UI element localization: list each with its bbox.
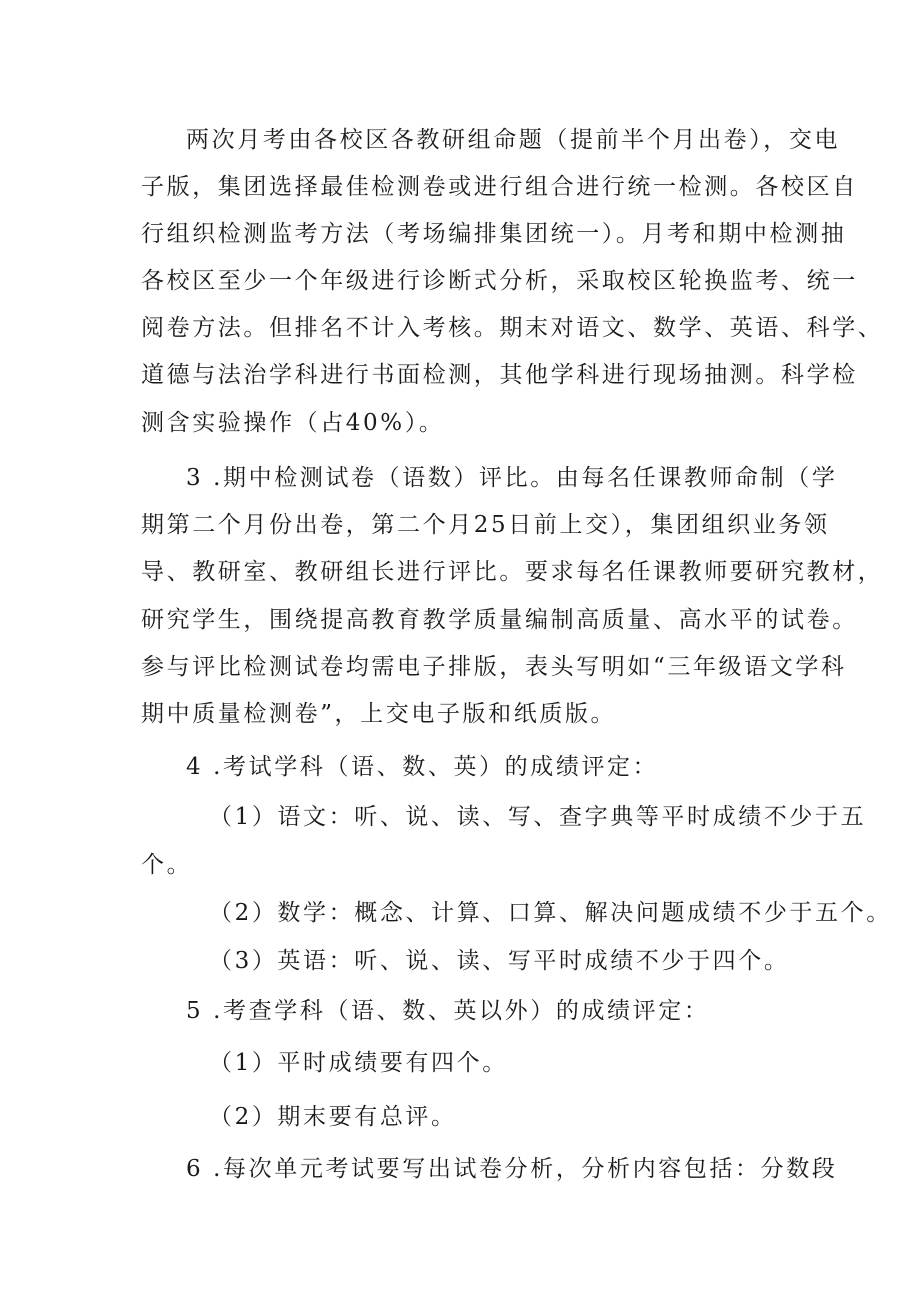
text-line: 个。 <box>141 852 193 878</box>
text-line: （1）语文：听、说、读、写、查字典等平时成绩不少于五 <box>209 804 867 830</box>
text-line: 阅卷方法。但排名不计入考核。期末对语文、数学、英语、科学、 <box>141 315 884 341</box>
text-line: 各校区至少一个年级进行诊断式分析，采取校区轮换监考、统一 <box>141 268 858 294</box>
text-line: 期第二个月份出卷，第二个月25日前上交），集团组织业务领 <box>141 512 830 538</box>
text-line: 参与评比检测试卷均需电子排版，表头写明如“三年级语文学科 <box>141 654 847 680</box>
text-line: 道德与法治学科进行书面检测，其他学科进行现场抽测。科学检 <box>141 362 858 388</box>
text-line: 6 .每次单元考试要写出试卷分析，分析内容包括：分数段 <box>186 1156 838 1182</box>
text-line: 5 .考查学科（语、数、英以外）的成绩评定： <box>186 998 710 1024</box>
text-line: 测含实验操作（占40%）。 <box>141 410 445 436</box>
text-line: 两次月考由各校区各教研组命题（提前半个月出卷），交电 <box>186 127 841 153</box>
text-line: （3）英语：听、说、读、写平时成绩不少于四个。 <box>209 948 790 974</box>
text-line: 导、教研室、教研组长进行评比。要求每名任课教师要研究教材， <box>141 559 884 585</box>
text-line: 期中质量检测卷”，上交电子版和纸质版。 <box>141 701 617 727</box>
text-line: 4 .考试学科（语、数、英）的成绩评定： <box>186 754 659 780</box>
text-line: 行组织检测监考方法（考场编排集团统一）。月考和期中检测抽 <box>141 221 847 247</box>
text-line: 3 .期中检测试卷（语数）评比。由每名任课教师命制（学 <box>186 465 838 491</box>
text-line: 子版，集团选择最佳检测卷或进行组合进行统一检测。各校区自 <box>141 174 858 200</box>
text-line: （2）期末要有总评。 <box>209 1104 457 1130</box>
text-line: （2）数学：概念、计算、口算、解决问题成绩不少于五个。 <box>209 900 892 926</box>
text-line: （1）平时成绩要有四个。 <box>209 1050 508 1076</box>
text-line: 研究学生，围绕提高教育教学质量编制高质量、高水平的试卷。 <box>141 607 858 633</box>
